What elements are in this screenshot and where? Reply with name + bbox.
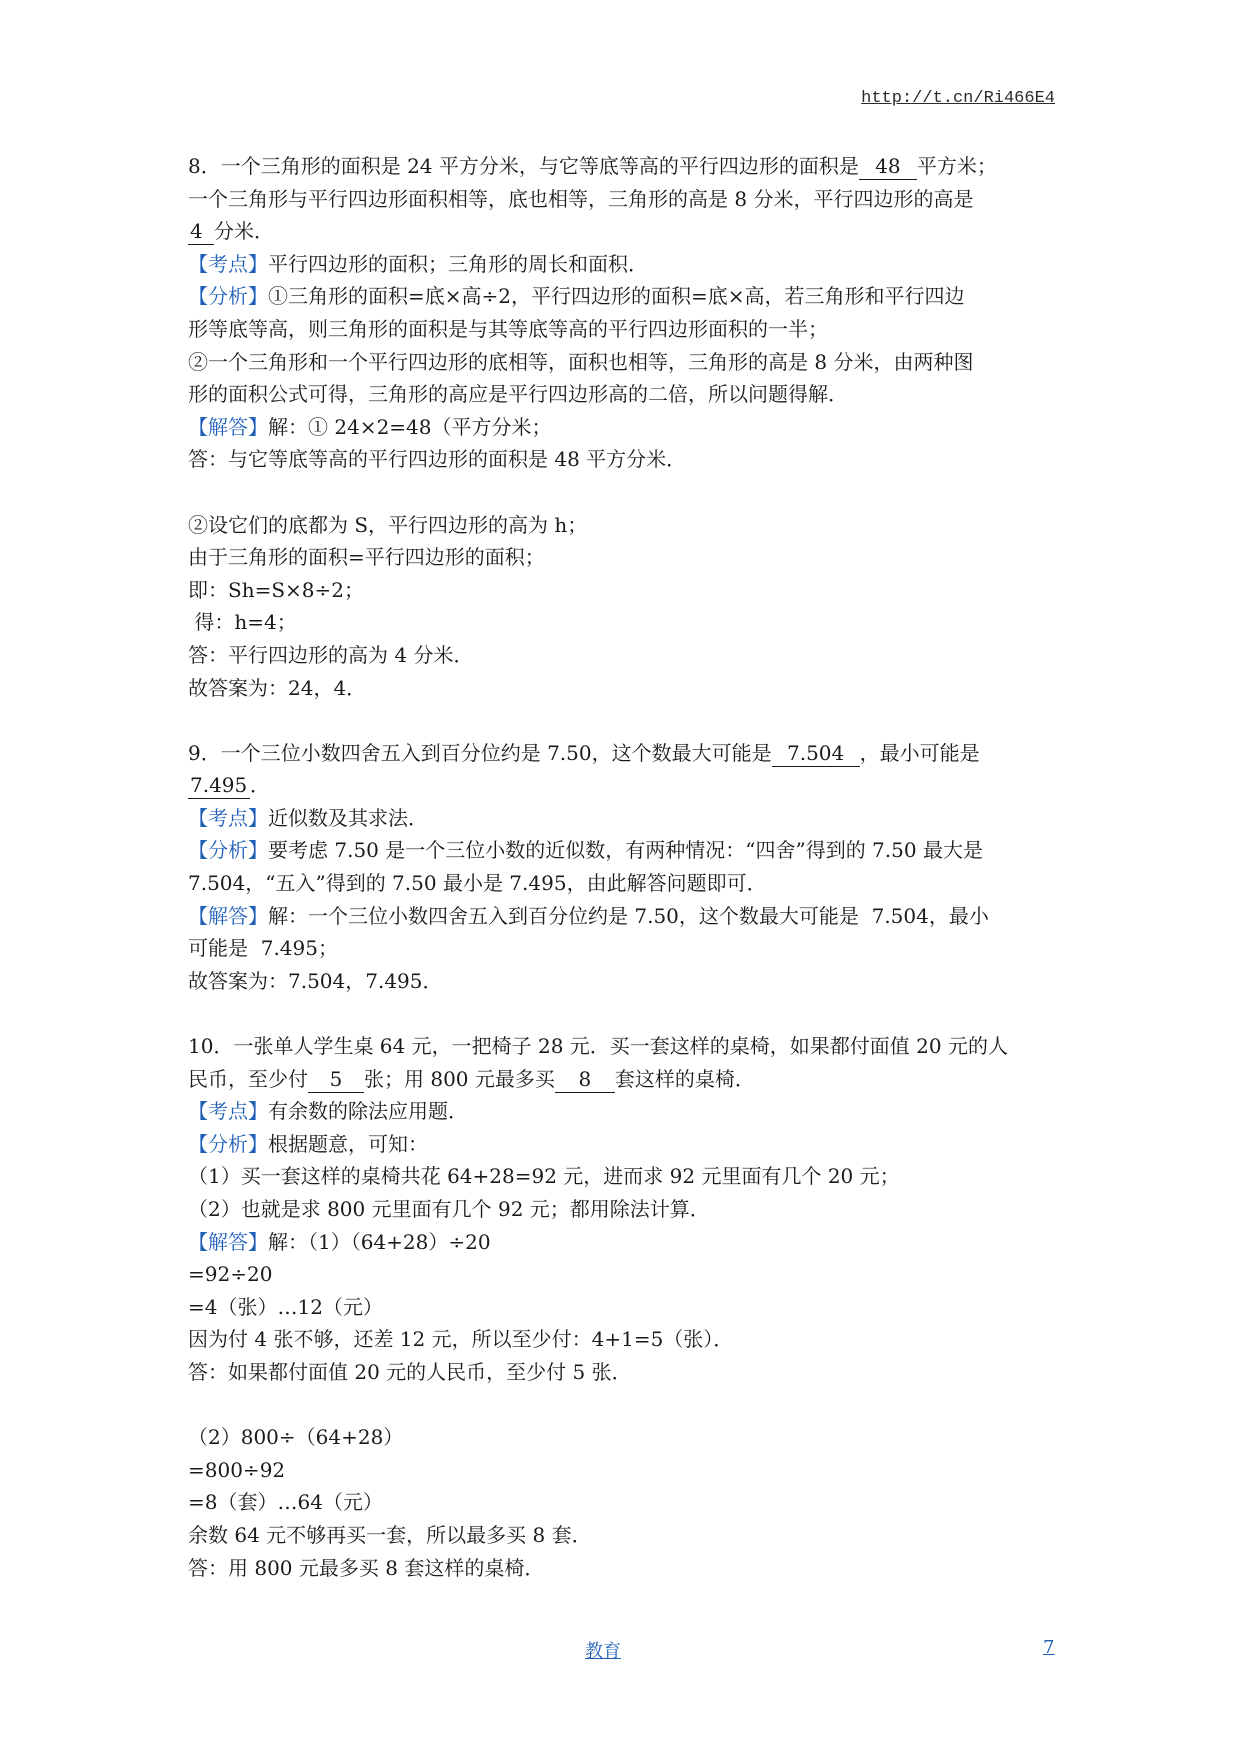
q8-stem-line-2: 一个三角形与平行四边形面积相等，底也相等，三角形的高是 8 分米，平行四边形的高是 xyxy=(188,186,974,211)
q10-kaodian xyxy=(188,1095,1068,1128)
spacer xyxy=(188,1389,1068,1422)
question-8 xyxy=(188,150,1068,704)
fenxi-text: ①三角形的面积=底×高÷2，平行四边形的面积=底×高，若三角形和平行四边 xyxy=(268,284,965,309)
q8-fenxi-4: 形的面积公式可得，三角形的高应是平行四边形高的二倍，所以问题得解． xyxy=(188,382,848,407)
jieda-text: 解：一个三位小数四舍五入到百分位约是 7.50，这个数最大可能是 7.504，最小 xyxy=(268,903,989,928)
q9-jieda-2: 可能是 7.495； xyxy=(188,936,338,961)
q10-calc-line: （2）800÷（64+28） xyxy=(188,1425,404,1450)
q8-solution-line: 即：Sh=S×8÷2； xyxy=(188,577,365,602)
question-10 xyxy=(188,1030,1068,1584)
q10-stem-line-1: 10．一张单人学生桌 64 元，一把椅子 28 元．买一套这样的桌椅，如果都付面值 20 元的人 xyxy=(188,1034,1008,1059)
spacer xyxy=(188,704,1068,737)
fenxi-tag: 【分析】 xyxy=(188,838,268,863)
jieda-tag: 【解答】 xyxy=(188,903,268,928)
q10-calc-line: =8（套）…64（元） xyxy=(188,1490,383,1515)
q8-fenxi-3: ②一个三角形和一个平行四边形的底相等，面积也相等，三角形的高是 8 分米，由两种图 xyxy=(188,349,974,374)
jieda-tag: 【解答】 xyxy=(188,414,268,439)
q10-stem-text: 套这样的桌椅． xyxy=(614,1066,755,1091)
q10-answer-1: 答：如果都付面值 20 元的人民币，至少付 5 张． xyxy=(188,1359,632,1384)
fenxi-text: 要考虑 7.50 是一个三位小数的近似数，有两种情况：“四舍”得到的 7.50 最大是 xyxy=(268,838,983,863)
q9-stem-text: 9．一个三位小数四舍五入到百分位约是 7.50，这个数最大可能是 xyxy=(188,740,772,765)
kaodian-tag: 【考点】 xyxy=(188,1099,268,1124)
q9-stem-line-2 xyxy=(188,769,1068,802)
q10-calc-line: 因为付 4 张不够，还差 12 元，所以至少付：4+1=5（张）． xyxy=(188,1327,734,1352)
q8-stem-line-1 xyxy=(188,150,1068,183)
q10-jieda-1 xyxy=(188,1226,1068,1259)
q10-fenxi-1 xyxy=(188,1128,1068,1161)
q8-fenxi-1 xyxy=(188,280,1068,313)
q9-stem-text: ，最小可能是 xyxy=(859,740,980,765)
q10-calc-line: =92÷20 xyxy=(188,1262,273,1287)
q10-fenxi-3: （2）也就是求 800 元里面有几个 92 元；都用除法计算． xyxy=(188,1197,710,1221)
q8-solution-line: 由于三角形的面积=平行四边形的面积； xyxy=(188,545,545,570)
q8-final-answer: 故答案为：24，4． xyxy=(188,675,367,700)
q8-solution-line: 答：平行四边形的高为 4 分米． xyxy=(188,642,474,667)
q8-stem-text: 平方米； xyxy=(916,154,997,178)
q10-calc-line: 余数 64 元不够再买一套，所以最多买 8 套． xyxy=(188,1522,592,1547)
q9-answer-blank-1: 7.504 xyxy=(772,740,860,767)
q8-fenxi-2: 形等底等高，则三角形的面积是与其等底等高的平行四边形面积的一半； xyxy=(188,316,828,341)
q8-answer-blank-2: 4 xyxy=(188,218,214,245)
kaodian-tag: 【考点】 xyxy=(188,805,268,830)
q10-answer-blank-1: 5 xyxy=(308,1066,364,1093)
q10-stem-text: 民币，至少付 xyxy=(188,1066,308,1091)
q9-fenxi-1 xyxy=(188,834,1068,867)
kaodian-text: 有余数的除法应用题． xyxy=(268,1099,468,1124)
q8-jieda-1 xyxy=(188,411,1068,444)
q10-answer-blank-2: 8 xyxy=(555,1066,615,1093)
q8-answer-blank-1: 48 xyxy=(859,153,917,180)
q10-stem-line-2 xyxy=(188,1063,1068,1096)
q9-jieda-1 xyxy=(188,900,1068,933)
q8-answer-1: 答：与它等底等高的平行四边形的面积是 48 平方分米． xyxy=(188,447,687,472)
q10-fenxi-2: （1）买一套这样的桌椅共花 64+28=92 元，进而求 92 元里面有几个 20 元； xyxy=(188,1164,900,1189)
kaodian-text: 平行四边形的面积；三角形的周长和面积． xyxy=(268,251,648,276)
kaodian-tag: 【考点】 xyxy=(188,251,268,276)
q9-final-answer: 故答案为：7.504，7.495． xyxy=(188,968,443,993)
q10-answer-2: 答：用 800 元最多买 8 套这样的桌椅． xyxy=(188,1555,545,1580)
q10-calc-line: =4（张）…12（元） xyxy=(188,1294,383,1319)
q8-stem-text: 8．一个三角形的面积是 24 平方分米，与它等底等高的平行四边形的面积是 xyxy=(188,154,859,178)
spacer xyxy=(188,997,1068,1030)
page-number: 7 xyxy=(1043,1637,1055,1658)
q8-stem-line-3 xyxy=(188,215,1068,248)
q8-stem-text: 分米． xyxy=(214,219,274,244)
q9-kaodian xyxy=(188,802,1068,835)
jieda-tag: 【解答】 xyxy=(188,1229,268,1254)
q9-stem-text: ． xyxy=(250,773,270,798)
question-9 xyxy=(188,737,1068,998)
q8-solution-line: ②设它们的底都为 S，平行四边形的高为 h； xyxy=(188,512,588,537)
q8-solution-line: 得：h=4； xyxy=(188,610,297,635)
document-body xyxy=(188,150,1068,1584)
q10-stem-text: 张；用 800 元最多买 xyxy=(364,1066,555,1091)
q8-kaodian xyxy=(188,248,1068,281)
header-url-link[interactable]: http://t.cn/Ri466E4 xyxy=(861,89,1055,108)
jieda-text: 解：（1）（64+28）÷20 xyxy=(268,1229,491,1254)
fenxi-text: 根据题意，可知： xyxy=(268,1131,428,1156)
q9-stem-line-1 xyxy=(188,737,1068,770)
fenxi-tag: 【分析】 xyxy=(188,284,268,309)
footer-education-link[interactable]: 教育 xyxy=(585,1641,621,1662)
q9-fenxi-2: 7.504，“五入”得到的 7.50 最小是 7.495，由此解答问题即可． xyxy=(188,871,767,896)
q10-calc-line: =800÷92 xyxy=(188,1457,286,1482)
kaodian-text: 近似数及其求法． xyxy=(268,805,428,830)
fenxi-tag: 【分析】 xyxy=(188,1131,268,1156)
q9-answer-blank-2: 7.495 xyxy=(188,772,250,799)
spacer xyxy=(188,476,1068,509)
jieda-text: 解：① 24×2=48（平方分米； xyxy=(268,414,552,439)
